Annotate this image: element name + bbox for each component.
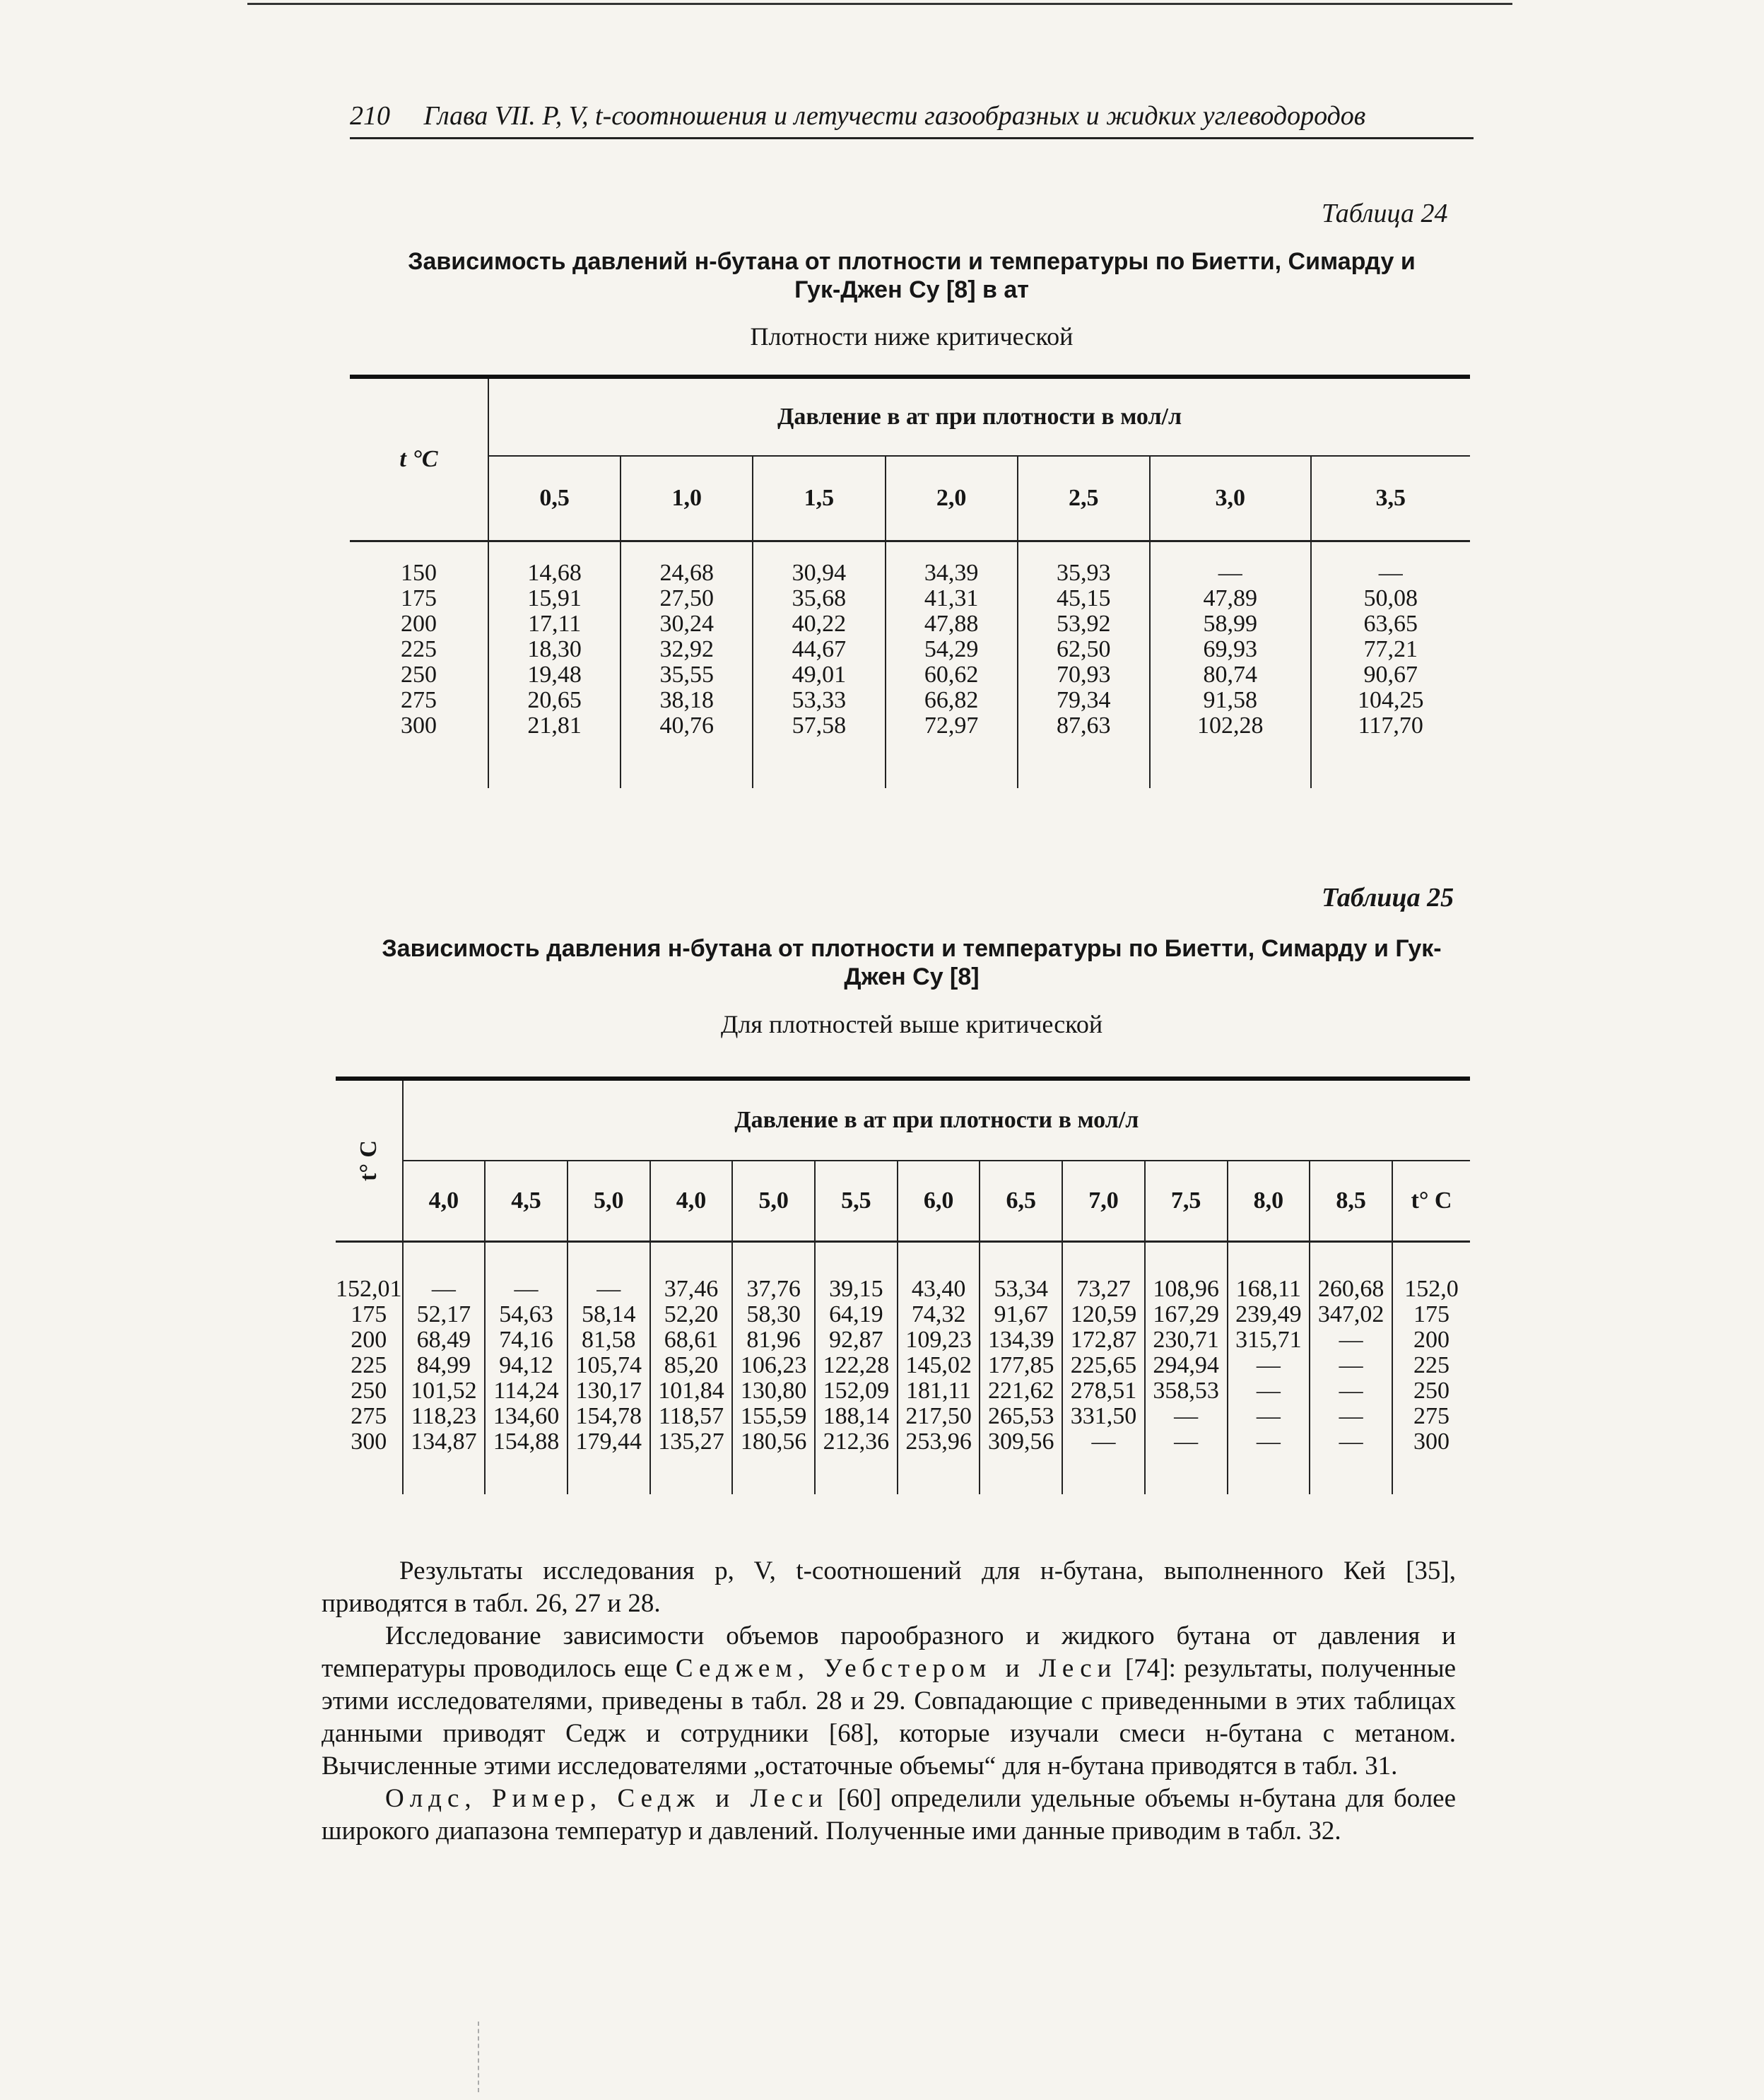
table25-cell: 58,30 — [732, 1302, 815, 1327]
table24-cell: 34,39 — [886, 561, 1018, 586]
table25-cell: 108,96 — [1145, 1277, 1228, 1302]
table25-cell: 130,17 — [568, 1378, 650, 1404]
table24-cell: — — [1311, 561, 1470, 586]
table24-cell: 77,21 — [1311, 637, 1470, 662]
table24-cell: 30,24 — [621, 611, 753, 637]
table-row — [350, 586, 1470, 611]
running-title: Глава VII. P, V, t-соотношения и летучести газообразных и жидких углеводородов — [423, 101, 1366, 131]
table25-subtitle: Для плотностей выше критической — [720, 1010, 1103, 1038]
table24-density-0: 0,5 — [488, 456, 621, 541]
table24-cell: 57,58 — [753, 713, 885, 739]
table24-cell: 40,22 — [753, 611, 885, 637]
table24-cell: 35,55 — [621, 662, 753, 688]
table25-temp-right-5: 275 — [1392, 1404, 1470, 1429]
table-row — [350, 688, 1470, 713]
table25-cell: 52,20 — [650, 1302, 733, 1327]
table24-cell: 66,82 — [886, 688, 1018, 713]
table24-cell: 72,97 — [886, 713, 1018, 739]
table24-cell: 20,65 — [488, 688, 621, 713]
paragraph-2-authors: Седжем, Уебстером и Леси — [675, 1654, 1117, 1683]
table-row — [350, 637, 1470, 662]
table24-cell: 15,91 — [488, 586, 621, 611]
table24-cell: 91,58 — [1150, 688, 1311, 713]
table25-cell: 331,50 — [1062, 1404, 1145, 1429]
table25-cell: 81,58 — [568, 1327, 650, 1353]
table25-cell: 167,29 — [1145, 1302, 1228, 1327]
table25-temp-right-6: 300 — [1392, 1429, 1470, 1455]
table25-cell: 64,19 — [815, 1302, 898, 1327]
table25-temp-right-2: 200 — [1392, 1327, 1470, 1353]
table-row — [336, 1302, 1470, 1327]
table24-temp-1: 175 — [401, 585, 437, 611]
table24-cell: 58,99 — [1150, 611, 1311, 637]
table24-cell: 53,33 — [753, 688, 885, 713]
table25-cell: 154,78 — [568, 1404, 650, 1429]
table24-cell: 63,65 — [1311, 611, 1470, 637]
table25-cell: 114,24 — [485, 1378, 568, 1404]
table24-cell: 47,89 — [1150, 586, 1311, 611]
table25-density-4: 5,0 — [732, 1161, 815, 1242]
table24-title: Зависимость давлений н-бутана от плотности и температуры по Биетти, Симарду и Гук-Джен Су [8] в ат — [408, 248, 1416, 303]
table25-cell: 73,27 — [1062, 1277, 1145, 1302]
table24-cell: 117,70 — [1311, 713, 1470, 739]
table25-cell: 180,56 — [732, 1429, 815, 1455]
table24-temp-4: 250 — [401, 662, 437, 688]
table25-cell: 68,49 — [403, 1327, 486, 1353]
table25-cell: 118,57 — [650, 1404, 733, 1429]
table25-cell: 134,87 — [403, 1429, 486, 1455]
table25-title: Зависимость давления н-бутана от плотности и температуры по Биетти, Симарду и Гук-Джен Су [8] — [382, 935, 1442, 990]
table25-cell: — — [1228, 1404, 1310, 1429]
paragraph-3-authors: Олдс, Ример, Седж и Леси — [385, 1784, 829, 1813]
table24-cell: 47,88 — [886, 611, 1018, 637]
table-row — [336, 1429, 1470, 1455]
table25-temp-header-right: t° C — [1392, 1161, 1470, 1242]
table25-cell: 294,94 — [1145, 1353, 1228, 1378]
table25-cell: 58,14 — [568, 1302, 650, 1327]
table25-cell: 145,02 — [898, 1353, 980, 1378]
table24-cell: 45,15 — [1018, 586, 1150, 611]
paragraph-3 — [322, 1783, 1456, 1848]
table25-cell: 347,02 — [1310, 1302, 1392, 1327]
scan-mark — [478, 2022, 479, 2092]
table24-temp-5: 275 — [401, 687, 437, 713]
table25-cell: 179,44 — [568, 1429, 650, 1455]
paragraph-2 — [322, 1620, 1456, 1783]
table25-cell: 358,53 — [1145, 1378, 1228, 1404]
table24-cell: 18,30 — [488, 637, 621, 662]
table25-density-0: 4,0 — [403, 1161, 486, 1242]
table25 — [336, 1077, 1470, 1494]
table24-density-4: 2,5 — [1018, 456, 1150, 541]
table25-density-11: 8,5 — [1310, 1161, 1392, 1242]
table24-cell: 104,25 — [1311, 688, 1470, 713]
table24-density-3: 2,0 — [886, 456, 1018, 541]
table24-density-6: 3,5 — [1311, 456, 1470, 541]
table24-cell: 87,63 — [1018, 713, 1150, 739]
table24-cell: 30,94 — [753, 561, 885, 586]
table25-cell: 212,36 — [815, 1429, 898, 1455]
table25-cell: 37,46 — [650, 1277, 733, 1302]
table25-cell: 217,50 — [898, 1404, 980, 1429]
table24-subtitle: Плотности ниже критической — [750, 322, 1074, 351]
table25-cell: 168,11 — [1228, 1277, 1310, 1302]
table25-cell: 309,56 — [980, 1429, 1062, 1455]
paragraph-2-start: Исследование зависимости объемов парообразного и жидкого бутана от давления и температуры проводилось еще — [322, 1621, 1456, 1683]
table25-temp-0: 152,01 — [336, 1276, 402, 1302]
table24-cell: 35,93 — [1018, 561, 1150, 586]
table25-temp-header-left: t° C — [355, 1140, 382, 1181]
table25-temp-3: 225 — [351, 1352, 387, 1378]
table25-cell: 54,63 — [485, 1302, 568, 1327]
table25-cell: 154,88 — [485, 1429, 568, 1455]
table24-cell: 90,67 — [1311, 662, 1470, 688]
table25-cell: 85,20 — [650, 1353, 733, 1378]
table24-cell: 50,08 — [1311, 586, 1470, 611]
table24-cell: 24,68 — [621, 561, 753, 586]
table-row — [336, 1277, 1470, 1302]
table25-cell: — — [1062, 1429, 1145, 1455]
table25-cell: 265,53 — [980, 1404, 1062, 1429]
table25-temp-4: 250 — [351, 1378, 387, 1404]
table25-cell: 122,28 — [815, 1353, 898, 1378]
table25-group-header: Давление в ат при плотности в мол/л — [403, 1079, 1471, 1161]
table25-cell: — — [1228, 1353, 1310, 1378]
table25-cell: — — [1228, 1429, 1310, 1455]
table25-cell: 181,11 — [898, 1378, 980, 1404]
table25-cell: 92,87 — [815, 1327, 898, 1353]
table25-density-10: 8,0 — [1228, 1161, 1310, 1242]
table25-cell: 134,39 — [980, 1327, 1062, 1353]
table24-density-1: 1,0 — [621, 456, 753, 541]
table25-cell: 230,71 — [1145, 1327, 1228, 1353]
table25-density-1: 4,5 — [485, 1161, 568, 1242]
table24-cell: 80,74 — [1150, 662, 1311, 688]
table25-cell: 52,17 — [403, 1302, 486, 1327]
table25-density-3: 4,0 — [650, 1161, 733, 1242]
table25-cell: — — [568, 1277, 650, 1302]
table25-cell: 94,12 — [485, 1353, 568, 1378]
table25-temp-right-0: 152,0 — [1392, 1277, 1470, 1302]
table24-cell: 70,93 — [1018, 662, 1150, 688]
table25-temp-5: 275 — [351, 1403, 387, 1429]
table24-temp-2: 200 — [401, 611, 437, 637]
table24-cell: 32,92 — [621, 637, 753, 662]
body-text — [322, 1555, 1456, 1848]
table24-cell: 19,48 — [488, 662, 621, 688]
table25-cell: 37,76 — [732, 1277, 815, 1302]
table-row — [336, 1378, 1470, 1404]
table24-cell: 14,68 — [488, 561, 621, 586]
table25-cell: — — [1310, 1378, 1392, 1404]
table25-temp-right-1: 175 — [1392, 1302, 1470, 1327]
table25-cell: 105,74 — [568, 1353, 650, 1378]
table24-cell: 38,18 — [621, 688, 753, 713]
table24-cell: 35,68 — [753, 586, 885, 611]
table24-cell: 79,34 — [1018, 688, 1150, 713]
table24-cell: 41,31 — [886, 586, 1018, 611]
table25-cell: 172,87 — [1062, 1327, 1145, 1353]
table24-cell: 49,01 — [753, 662, 885, 688]
table25-density-8: 7,0 — [1062, 1161, 1145, 1242]
table25-temp-right-3: 225 — [1392, 1353, 1470, 1378]
table25-temp-1: 175 — [351, 1301, 387, 1327]
table25-cell: — — [485, 1277, 568, 1302]
table25-cell: 155,59 — [732, 1404, 815, 1429]
top-rule — [247, 3, 1512, 5]
table24-cell: 17,11 — [488, 611, 621, 637]
table25-cell: 53,34 — [980, 1277, 1062, 1302]
table25-density-6: 6,0 — [898, 1161, 980, 1242]
table25-cell: 135,27 — [650, 1429, 733, 1455]
table25-cell: 278,51 — [1062, 1378, 1145, 1404]
table25-cell: — — [1310, 1353, 1392, 1378]
table25-cell: 130,80 — [732, 1378, 815, 1404]
table25-cell: 39,15 — [815, 1277, 898, 1302]
table24-density-5: 3,0 — [1150, 456, 1311, 541]
table25-cell: 260,68 — [1310, 1277, 1392, 1302]
table25-cell: 225,65 — [1062, 1353, 1145, 1378]
table24-cell: 54,29 — [886, 637, 1018, 662]
table-row — [350, 713, 1470, 739]
table24-temp-0: 150 — [401, 560, 437, 586]
table25-cell: 152,09 — [815, 1378, 898, 1404]
table24-label: Таблица 24 — [1322, 199, 1448, 228]
table25-cell: 221,62 — [980, 1378, 1062, 1404]
table24-temp-header: t °C — [350, 377, 488, 541]
table24-cell: — — [1150, 561, 1311, 586]
table25-cell: — — [403, 1277, 486, 1302]
table24-temp-3: 225 — [401, 636, 437, 662]
table25-cell: — — [1145, 1404, 1228, 1429]
paragraph-3-end: [60] определили удельные объемы н-бутана для более широкого диапазона температур и давлений. Полученные ими данные приводим в табл. 32. — [322, 1784, 1457, 1846]
table-row — [336, 1404, 1470, 1429]
table25-cell: 177,85 — [980, 1353, 1062, 1378]
table25-cell: 239,49 — [1228, 1302, 1310, 1327]
table25-cell: 118,23 — [403, 1404, 486, 1429]
table25-label: Таблица 25 — [1322, 883, 1454, 913]
table25-cell: — — [1310, 1404, 1392, 1429]
table25-cell: 253,96 — [898, 1429, 980, 1455]
table25-density-7: 6,5 — [980, 1161, 1062, 1242]
table25-cell: — — [1310, 1429, 1392, 1455]
table25-cell: 81,96 — [732, 1327, 815, 1353]
table25-cell: — — [1310, 1327, 1392, 1353]
table25-temp-right-4: 250 — [1392, 1378, 1470, 1404]
table25-cell: 43,40 — [898, 1277, 980, 1302]
table24-cell: 102,28 — [1150, 713, 1311, 739]
table25-cell: 315,71 — [1228, 1327, 1310, 1353]
table25-cell: 84,99 — [403, 1353, 486, 1378]
table24-group-header: Давление в ат при плотности в мол/л — [488, 377, 1470, 456]
table25-density-9: 7,5 — [1145, 1161, 1228, 1242]
paragraph-2-end: [74]: результаты, полученные этими исследователями, приведены в табл. 28 и 29. Совпадающие с приведенными в этих таблицах данными приводят Седж и сотрудники [68], которые изучали смеси н-бутана с метаном. Вычисленные этими исследователями „остаточные объемы“ для н-бутана приводятся в табл. 31. — [322, 1654, 1457, 1781]
page-number: 210 — [350, 101, 390, 131]
table24-cell: 62,50 — [1018, 637, 1150, 662]
table-row — [350, 611, 1470, 637]
table25-temp-2: 200 — [351, 1327, 387, 1353]
table24-cell: 60,62 — [886, 662, 1018, 688]
table24-cell: 27,50 — [621, 586, 753, 611]
table24-cell: 40,76 — [621, 713, 753, 739]
table25-cell: 120,59 — [1062, 1302, 1145, 1327]
table25-cell: 106,23 — [732, 1353, 815, 1378]
table25-cell: 68,61 — [650, 1327, 733, 1353]
table25-cell: 109,23 — [898, 1327, 980, 1353]
table24-temp-6: 300 — [401, 712, 437, 739]
table25-density-2: 5,0 — [568, 1161, 650, 1242]
table25-temp-6: 300 — [351, 1429, 387, 1455]
table25-cell: 101,52 — [403, 1378, 486, 1404]
table24-density-2: 1,5 — [753, 456, 885, 541]
paragraph-1: Результаты исследования p, V, t-соотношений для н-бутана, выполненного Кей [35], приводятся в табл. 26, 27 и 28. — [322, 1556, 1456, 1618]
running-header — [350, 100, 1474, 139]
table25-cell: 134,60 — [485, 1404, 568, 1429]
table24-cell: 44,67 — [753, 637, 885, 662]
table24-cell: 69,93 — [1150, 637, 1311, 662]
table24-cell: 21,81 — [488, 713, 621, 739]
table25-density-5: 5,5 — [815, 1161, 898, 1242]
table25-cell: — — [1145, 1429, 1228, 1455]
table24-cell: 53,92 — [1018, 611, 1150, 637]
table-row — [350, 662, 1470, 688]
table25-temp-header-rotated — [336, 1079, 403, 1242]
table24 — [350, 375, 1470, 788]
table25-cell: 91,67 — [980, 1302, 1062, 1327]
table25-cell: 74,32 — [898, 1302, 980, 1327]
table25-cell: 74,16 — [485, 1327, 568, 1353]
table-row — [350, 561, 1470, 586]
table25-cell: 188,14 — [815, 1404, 898, 1429]
table-row — [336, 1327, 1470, 1353]
table25-cell: — — [1228, 1378, 1310, 1404]
table25-cell: 101,84 — [650, 1378, 733, 1404]
table-row — [336, 1353, 1470, 1378]
